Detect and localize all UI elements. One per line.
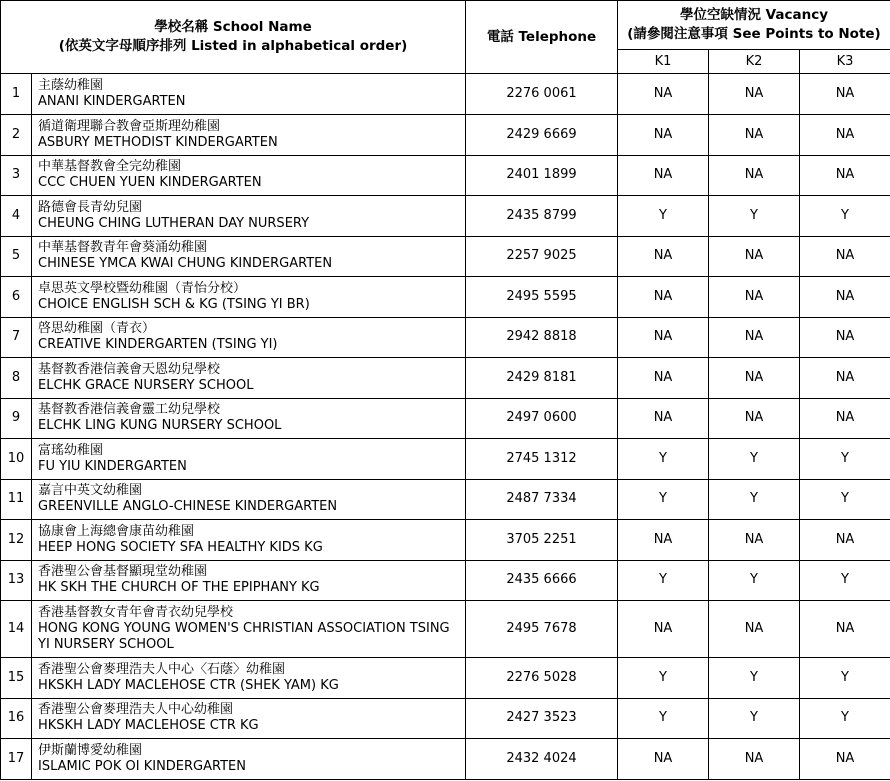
k1-vacancy-cell: NA bbox=[618, 236, 709, 277]
k1-vacancy-cell: Y bbox=[618, 196, 709, 237]
school-name-zh: 嘉言中英文幼稚園 bbox=[38, 483, 143, 499]
k3-vacancy-cell: Y bbox=[800, 196, 890, 237]
school-name-note: (依英文字母順序排列 Listed in alphabetical order) bbox=[58, 38, 408, 54]
school-name-cell bbox=[32, 236, 466, 277]
k2-vacancy-cell: Y bbox=[709, 479, 800, 520]
school-name-cell bbox=[32, 398, 466, 439]
k2-vacancy-cell: Y bbox=[709, 439, 800, 480]
k2-vacancy-cell: Y bbox=[709, 196, 800, 237]
school-name-cell bbox=[32, 358, 466, 399]
school-name-cell bbox=[32, 74, 466, 115]
k1-vacancy-cell: NA bbox=[618, 115, 709, 156]
k2-vacancy-cell: NA bbox=[709, 277, 800, 318]
school-name-en: CHINESE YMCA KWAI CHUNG KINDERGARTEN bbox=[38, 256, 333, 272]
telephone-cell: 2495 5595 bbox=[466, 277, 618, 318]
school-name-cell bbox=[32, 601, 466, 658]
k1-vacancy-cell: NA bbox=[618, 317, 709, 358]
table-row bbox=[1, 115, 890, 156]
k3-vacancy-cell: Y bbox=[800, 698, 890, 739]
k3-vacancy-cell: NA bbox=[800, 74, 890, 115]
table-row bbox=[1, 439, 890, 480]
telephone-cell: 2257 9025 bbox=[466, 236, 618, 277]
telephone-cell: 2435 6666 bbox=[466, 560, 618, 601]
telephone-cell: 2276 0061 bbox=[466, 74, 618, 115]
telephone-cell: 2942 8818 bbox=[466, 317, 618, 358]
school-name-zh: 富瑤幼稚園 bbox=[38, 442, 104, 458]
telephone-cell: 2401 1899 bbox=[466, 155, 618, 196]
k3-vacancy-cell: NA bbox=[800, 236, 890, 277]
school-name-en: CHEUNG CHING LUTHERAN DAY NURSERY bbox=[38, 215, 310, 231]
telephone-header: 電話 Telephone bbox=[466, 1, 618, 74]
k3-vacancy-cell: NA bbox=[800, 398, 890, 439]
telephone-cell: 3705 2251 bbox=[466, 520, 618, 561]
telephone-cell: 2432 4024 bbox=[466, 739, 618, 780]
school-name-cell bbox=[32, 196, 466, 237]
k1-vacancy-cell: NA bbox=[618, 277, 709, 318]
school-name-en: ELCHK GRACE NURSERY SCHOOL bbox=[38, 377, 254, 393]
k2-vacancy-cell: NA bbox=[709, 74, 800, 115]
row-number: 14 bbox=[1, 601, 32, 658]
school-name-zh: 卓思英文學校暨幼稚園（青怡分校） bbox=[38, 280, 247, 296]
school-name-title: 學校名稱 School Name bbox=[154, 19, 312, 35]
school-name-en: HKSKH LADY MACLEHOSE CTR (SHEK YAM) KG bbox=[38, 677, 339, 693]
k2-vacancy-cell: NA bbox=[709, 236, 800, 277]
k3-vacancy-cell: Y bbox=[800, 479, 890, 520]
row-number: 2 bbox=[1, 115, 32, 156]
telephone-cell: 2495 7678 bbox=[466, 601, 618, 658]
k2-header: K2 bbox=[709, 50, 800, 74]
vacancy-header bbox=[618, 1, 890, 50]
header-row bbox=[1, 1, 890, 50]
k2-vacancy-cell: NA bbox=[709, 358, 800, 399]
school-name-en: ANANI KINDERGARTEN bbox=[38, 94, 186, 109]
table-row bbox=[1, 277, 890, 318]
k3-vacancy-cell: Y bbox=[800, 439, 890, 480]
table-row bbox=[1, 398, 890, 439]
telephone-cell: 2497 0600 bbox=[466, 398, 618, 439]
school-name-zh: 伊斯蘭博愛幼稚園 bbox=[38, 742, 143, 758]
school-name-zh: 循道衛理聯合教會亞斯理幼稚園 bbox=[38, 118, 221, 134]
school-name-zh: 啓思幼稚園（青衣） bbox=[38, 321, 156, 337]
k1-header: K1 bbox=[618, 50, 709, 74]
k2-vacancy-cell: Y bbox=[709, 560, 800, 601]
k2-vacancy-cell: NA bbox=[709, 155, 800, 196]
school-name-zh: 協康會上海總會康苗幼稚園 bbox=[38, 523, 195, 539]
school-name-cell bbox=[32, 155, 466, 196]
table-row bbox=[1, 358, 890, 399]
k2-vacancy-cell: NA bbox=[709, 520, 800, 561]
k3-vacancy-cell: NA bbox=[800, 739, 890, 780]
telephone-cell: 2745 1312 bbox=[466, 439, 618, 480]
school-name-cell bbox=[32, 560, 466, 601]
k3-vacancy-cell: NA bbox=[800, 317, 890, 358]
school-name-en: ASBURY METHODIST KINDERGARTEN bbox=[38, 134, 278, 150]
school-name-en: HEEP HONG SOCIETY SFA HEALTHY KIDS KG bbox=[38, 539, 323, 555]
school-name-zh: 主蔭幼稚園 bbox=[38, 78, 104, 93]
table-row bbox=[1, 236, 890, 277]
school-name-en: HONG KONG YOUNG WOMEN'S CHRISTIAN ASSOCIATION TSING YI NURSERY SCHOOL bbox=[38, 621, 450, 652]
k2-vacancy-cell: NA bbox=[709, 739, 800, 780]
k2-vacancy-cell: NA bbox=[709, 317, 800, 358]
row-number: 9 bbox=[1, 398, 32, 439]
k2-vacancy-cell: Y bbox=[709, 658, 800, 699]
k3-vacancy-cell: Y bbox=[800, 560, 890, 601]
row-number: 5 bbox=[1, 236, 32, 277]
vacancy-note: (請參閱注意事項 See Points to Note) bbox=[627, 26, 881, 42]
school-name-cell bbox=[32, 277, 466, 318]
row-number: 4 bbox=[1, 196, 32, 237]
table-row bbox=[1, 520, 890, 561]
row-number: 7 bbox=[1, 317, 32, 358]
table-row bbox=[1, 74, 890, 115]
table-row bbox=[1, 560, 890, 601]
k1-vacancy-cell: NA bbox=[618, 358, 709, 399]
school-name-zh: 中華基督教會全完幼稚園 bbox=[38, 159, 182, 175]
school-name-zh: 路德會長青幼兒園 bbox=[38, 199, 143, 215]
school-name-en: CREATIVE KINDERGARTEN (TSING YI) bbox=[38, 337, 278, 353]
k1-vacancy-cell: NA bbox=[618, 398, 709, 439]
row-number: 1 bbox=[1, 74, 32, 115]
row-number: 15 bbox=[1, 658, 32, 699]
school-name-cell bbox=[32, 520, 466, 561]
school-name-en: CCC CHUEN YUEN KINDERGARTEN bbox=[38, 175, 262, 191]
school-name-cell bbox=[32, 115, 466, 156]
school-name-en: ISLAMIC POK OI KINDERGARTEN bbox=[38, 758, 246, 774]
k3-vacancy-cell: Y bbox=[800, 658, 890, 699]
telephone-cell: 2276 5028 bbox=[466, 658, 618, 699]
table-row bbox=[1, 479, 890, 520]
school-name-en: HK SKH THE CHURCH OF THE EPIPHANY KG bbox=[38, 580, 320, 596]
row-number: 8 bbox=[1, 358, 32, 399]
school-name-en: CHOICE ENGLISH SCH & KG (TSING YI BR) bbox=[38, 296, 310, 312]
k3-vacancy-cell: NA bbox=[800, 155, 890, 196]
school-name-en: GREENVILLE ANGLO-CHINESE KINDERGARTEN bbox=[38, 499, 338, 515]
k2-vacancy-cell: NA bbox=[709, 115, 800, 156]
row-number: 16 bbox=[1, 698, 32, 739]
k1-vacancy-cell: NA bbox=[618, 739, 709, 780]
k2-vacancy-cell: NA bbox=[709, 601, 800, 658]
telephone-cell: 2427 3523 bbox=[466, 698, 618, 739]
table-row bbox=[1, 601, 890, 658]
k2-vacancy-cell: NA bbox=[709, 398, 800, 439]
k3-vacancy-cell: NA bbox=[800, 277, 890, 318]
k1-vacancy-cell: Y bbox=[618, 698, 709, 739]
table-row bbox=[1, 155, 890, 196]
school-name-zh: 香港基督教女青年會青衣幼兒學校 bbox=[38, 605, 234, 620]
row-number: 10 bbox=[1, 439, 32, 480]
k1-vacancy-cell: NA bbox=[618, 520, 709, 561]
school-name-zh: 基督教香港信義會天恩幼兒學校 bbox=[38, 361, 221, 377]
k1-vacancy-cell: Y bbox=[618, 479, 709, 520]
telephone-cell: 2435 8799 bbox=[466, 196, 618, 237]
k1-vacancy-cell: NA bbox=[618, 155, 709, 196]
school-name-header bbox=[1, 1, 466, 74]
school-name-cell bbox=[32, 479, 466, 520]
table-row bbox=[1, 658, 890, 699]
school-name-zh: 香港聖公會麥理浩夫人中心幼稚園 bbox=[38, 702, 234, 718]
telephone-cell: 2429 8181 bbox=[466, 358, 618, 399]
k1-vacancy-cell: NA bbox=[618, 74, 709, 115]
table-row bbox=[1, 317, 890, 358]
k3-vacancy-cell: NA bbox=[800, 601, 890, 658]
school-name-cell bbox=[32, 439, 466, 480]
school-name-cell bbox=[32, 739, 466, 780]
school-name-cell bbox=[32, 658, 466, 699]
telephone-cell: 2429 6669 bbox=[466, 115, 618, 156]
k3-vacancy-cell: NA bbox=[800, 358, 890, 399]
row-number: 3 bbox=[1, 155, 32, 196]
k1-vacancy-cell: Y bbox=[618, 439, 709, 480]
k3-header: K3 bbox=[800, 50, 890, 74]
school-name-en: FU YIU KINDERGARTEN bbox=[38, 458, 187, 474]
school-name-zh: 中華基督教青年會葵涌幼稚園 bbox=[38, 240, 208, 256]
k1-vacancy-cell: Y bbox=[618, 560, 709, 601]
table-body bbox=[1, 74, 890, 780]
school-name-cell bbox=[32, 317, 466, 358]
row-number: 6 bbox=[1, 277, 32, 318]
k2-vacancy-cell: Y bbox=[709, 698, 800, 739]
table-row bbox=[1, 698, 890, 739]
school-name-zh: 基督教香港信義會靈工幼兒學校 bbox=[38, 402, 221, 418]
vacancy-title: 學位空缺情況 Vacancy bbox=[679, 7, 829, 23]
school-name-zh: 香港聖公會基督顯現堂幼稚園 bbox=[38, 564, 208, 580]
school-name-en: HKSKH LADY MACLEHOSE CTR KG bbox=[38, 718, 259, 734]
k3-vacancy-cell: NA bbox=[800, 115, 890, 156]
row-number: 11 bbox=[1, 479, 32, 520]
telephone-cell: 2487 7334 bbox=[466, 479, 618, 520]
school-name-zh: 香港聖公會麥理浩夫人中心〈石蔭〉幼稚園 bbox=[38, 661, 286, 677]
table-row bbox=[1, 739, 890, 780]
k1-vacancy-cell: NA bbox=[618, 601, 709, 658]
row-number: 13 bbox=[1, 560, 32, 601]
school-name-en: ELCHK LING KUNG NURSERY SCHOOL bbox=[38, 418, 282, 434]
k3-vacancy-cell: NA bbox=[800, 520, 890, 561]
row-number: 17 bbox=[1, 739, 32, 780]
k1-vacancy-cell: Y bbox=[618, 658, 709, 699]
school-name-cell bbox=[32, 698, 466, 739]
table-row bbox=[1, 196, 890, 237]
row-number: 12 bbox=[1, 520, 32, 561]
